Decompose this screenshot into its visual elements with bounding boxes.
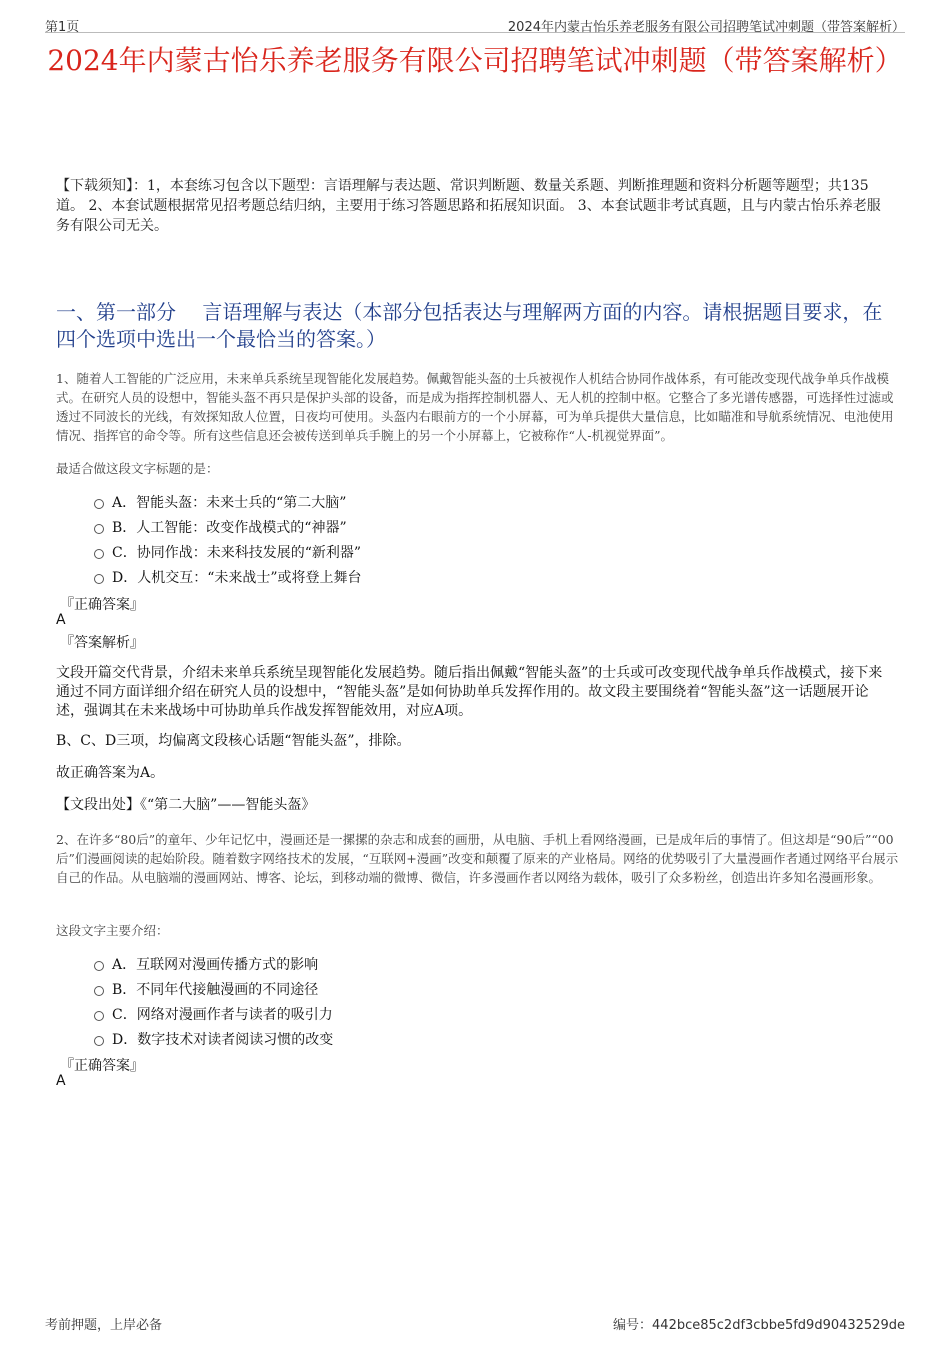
question-1-option-d[interactable] <box>94 567 362 587</box>
download-notice: 【下载须知】：1，本套练习包含以下题型：言语理解与表达题、常识判断题、数量关系题、判断推理题和资料分析题等题型；共135道。 2、本套试题根据常见招考题总结归纳，主要用于练习答题思路和拓展知识面。 3、本套试题非考试真题，且与内蒙古怡乐养老服务有限公司无关。 <box>56 178 881 234</box>
question-1-prompt: 最适合做这段文字标题的是： <box>56 461 219 476</box>
radio-icon[interactable] <box>94 1011 104 1021</box>
radio-icon[interactable] <box>94 499 104 509</box>
question-1-analysis-label: 『答案解析』 <box>60 635 144 651</box>
radio-icon[interactable] <box>94 986 104 996</box>
footer-code-label: 编号： <box>613 1318 653 1333</box>
question-1-answer: A <box>56 612 66 628</box>
question-1-analysis-para-1: 文段开篇交代背景，介绍未来单兵系统呈现智能化发展趋势。随后指出佩戴“智能头盔”的士兵或可改变现代战争单兵作战模式，接下来通过不同方面详细介绍在研究人员的设想中，“智能头盔”是如何协助单兵发挥作用的。故文段主要围绕着“智能头盔”这一话题展开论述，强调其在未来战场中可协助单兵作战发挥智能效用，对应A项。 <box>56 665 883 719</box>
header-doc-title: 2024年内蒙古怡乐养老服务有限公司招聘笔试冲刺题（带答案解析） <box>507 20 905 35</box>
radio-icon[interactable] <box>94 574 104 584</box>
question-2-option-a[interactable] <box>94 954 318 974</box>
question-2-option-b[interactable] <box>94 979 318 999</box>
radio-icon[interactable] <box>94 524 104 534</box>
question-2-option-c[interactable] <box>94 1004 333 1024</box>
document-title: 2024年内蒙古怡乐养老服务有限公司招聘笔试冲刺题（带答案解析） <box>47 44 903 77</box>
question-1-option-b[interactable] <box>94 517 347 537</box>
question-1-text: 1、随着人工智能的广泛应用，未来单兵系统呈现智能化发展趋势。佩戴智能头盔的士兵被视作人机结合协同作战体系，有可能改变现代战争单兵作战模式。在研究人员的设想中，智能头盔不再只是保护头部的设备，而是成为指挥控制机器人、无人机的控制中枢。它整合了多光谱传感器，可选择性过滤或透过不同波长的光线，有效探知敌人位置，日夜均可使用。头盔内右眼前方的一个小屏幕，可为单兵提供大量信息，比如瞄准和导航系统情况、电池使用情况、指挥官的命令等。所有这些信息还会被传送到单兵手腕上的另一个小屏幕上，它被称作“人-机视觉界面”。 <box>56 371 894 443</box>
option-label: A．智能头盔：未来士兵的“第二大脑” <box>112 495 347 511</box>
option-label: A．互联网对漫画传播方式的影响 <box>112 957 319 973</box>
question-2-prompt: 这段文字主要介绍： <box>56 923 169 938</box>
question-1-option-c[interactable] <box>94 542 361 562</box>
section-heading: 一、第一部分 言语理解与表达（本部分包括表达与理解两方面的内容。请根据题目要求，在四个选项中选出一个最恰当的答案。） <box>56 300 883 351</box>
radio-icon[interactable] <box>94 549 104 559</box>
question-1-option-a[interactable] <box>94 492 346 512</box>
option-label: D．数字技术对读者阅读习惯的改变 <box>112 1032 334 1048</box>
option-label: D．人机交互：“未来战士”或将登上舞台 <box>112 570 362 586</box>
question-1-source: 【文段出处】《“第二大脑”——智能头盔》 <box>56 797 316 813</box>
radio-icon[interactable] <box>94 1036 104 1046</box>
question-2-answer-label: 『正确答案』 <box>60 1058 144 1074</box>
option-label: B．不同年代接触漫画的不同途径 <box>112 982 319 998</box>
option-label: C．协同作战：未来科技发展的“新利器” <box>112 545 362 561</box>
page-header <box>45 14 905 33</box>
question-2-option-d[interactable] <box>94 1029 333 1049</box>
question-2-text: 2、在许多“80后”的童年、少年记忆中，漫画还是一摞摞的杂志和成套的画册，从电脑、手机上看网络漫画，已是成年后的事情了。但这却是“90后”“00后”们漫画阅读的起始阶段。随着数字网络技术的发展，“互联网+漫画”改变和颠覆了原来的产业格局。网络的优势吸引了大量漫画作者通过网络平台展示自己的作品。从电脑端的漫画网站、博客、论坛，到移动端的微博、微信，许多漫画作者以网络为载体，吸引了众多粉丝，创造出许多知名漫画形象。 <box>56 832 899 885</box>
footer-code <box>613 1314 905 1333</box>
question-1-answer-label: 『正确答案』 <box>60 597 144 613</box>
question-1-analysis-para-3: 故正确答案为A。 <box>56 765 165 781</box>
question-1-analysis-para-2: B、C、D三项，均偏离文段核心话题“智能头盔”，排除。 <box>56 733 411 749</box>
footer-code-value: 442bce85c2df3cbbe5fd9d90432529de <box>652 1318 905 1333</box>
page-number: 第1页 <box>45 20 80 35</box>
question-2-answer: A <box>56 1073 66 1089</box>
page-footer <box>45 1314 905 1332</box>
footer-slogan: 考前押题，上岸必备 <box>45 1318 163 1333</box>
option-label: B．人工智能：改变作战模式的“神器” <box>112 520 347 536</box>
radio-icon[interactable] <box>94 961 104 971</box>
option-label: C．网络对漫画作者与读者的吸引力 <box>112 1007 333 1023</box>
